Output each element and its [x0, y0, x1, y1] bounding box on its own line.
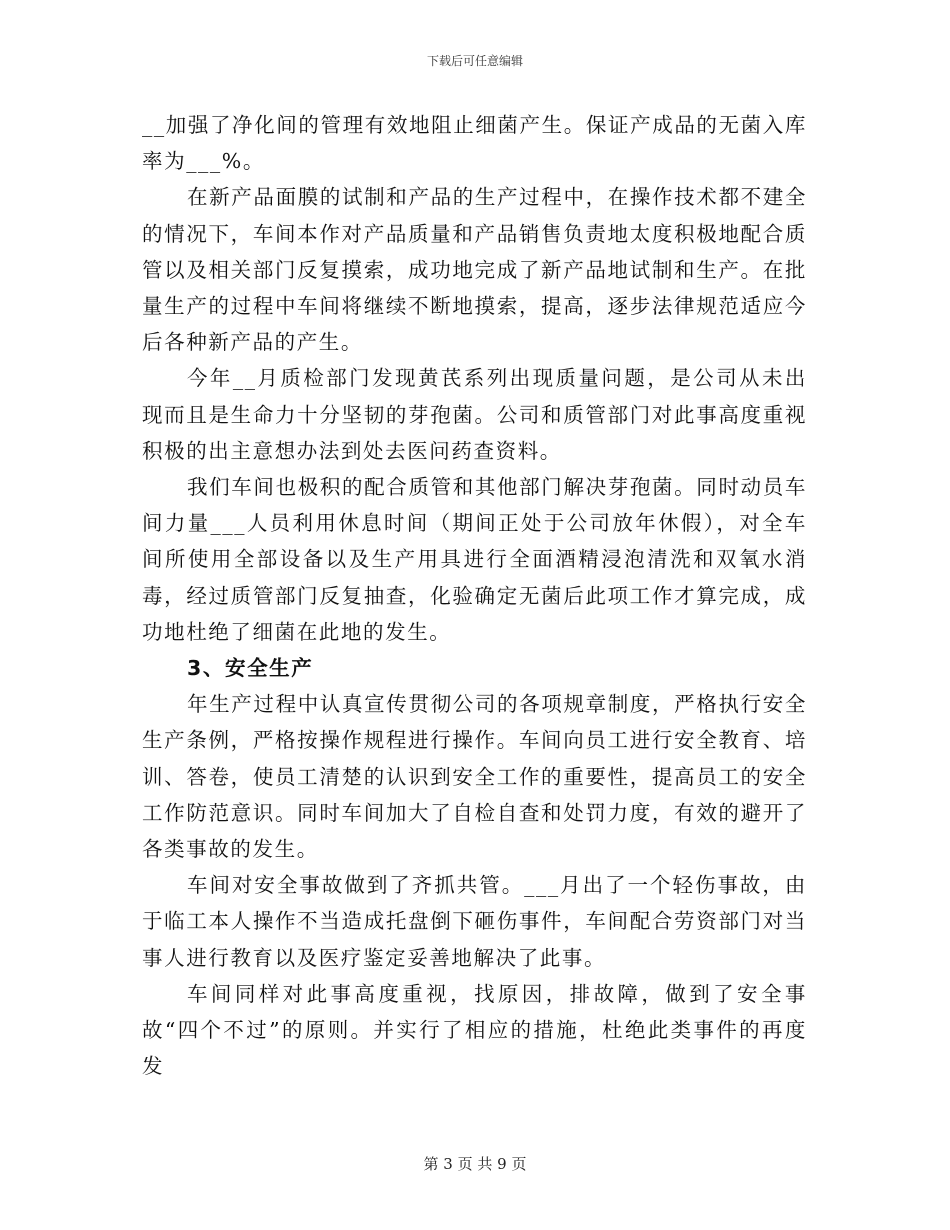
page-header: 下载后可任意编辑 [426, 54, 523, 68]
paragraph-2: 在新产品面膜的试制和产品的生产过程中，在操作技术都不建全的情况下，车间本作对产品质量和产品销售负责地太度积极地配合质管以及相关部门反复摸索，成功地完成了新产品地试制和生产。在批量生产的过程中车间将继续不断地摸索，提高，逐步法律规范适应今后各种新产品的产生。 [142, 185, 807, 355]
paragraph-4: 我们车间也极积的配合质管和其他部门解决芽孢菌。同时动员车间力量___人员利用休息时间（期间正处于公司放年休假），对全车间所使用全部设备以及生产用具进行全面酒精浸泡清洗和双氧水消毒，经过质管部门反复抽查，化验确定无菌后此项工作才算完成，成功地杜绝了细菌在此地的发生。 [142, 475, 807, 644]
paragraph-3: 今年__月质检部门发现黄芪系列出现质量问题，是公司从未出现而且是生命力十分坚韧的芽孢菌。公司和质管部门对此事高度重视积极的出主意想办法到处去医问药查资料。 [142, 366, 807, 463]
paragraph-6: 车间对安全事故做到了齐抓共管。___月出了一个轻伤事故，由于临工本人操作不当造成托盘倒下砸伤事件，车间配合劳资部门对当事人进行教育以及医疗鉴定妥善地解决了此事。 [142, 873, 807, 970]
section-heading: 3、安全生产 [187, 656, 314, 681]
page-footer: 第 3 页 共 9 页 [423, 1155, 527, 1173]
paragraph-5: 年生产过程中认真宣传贯彻公司的各项规章制度，严格执行安全生产条例，严格按操作规程进行操作。车间向员工进行安全教育、培训、答卷，使员工清楚的认识到安全工作的重要性，提高员工的安全工作防范意识。同时车间加大了自检自查和处罚力度，有效的避开了各类事故的发生。 [142, 692, 807, 862]
paragraph-1: __加强了净化间的管理有效地阻止细菌产生。保证产成品的无菌入库率为___%。 [142, 113, 807, 174]
paragraph-7: 车间同样对此事高度重视，找原因，排故障，做到了安全事故“四个不过”的原则。并实行了相应的措施，杜绝此类事件的再度发 [142, 981, 807, 1079]
document-body [142, 107, 807, 1084]
